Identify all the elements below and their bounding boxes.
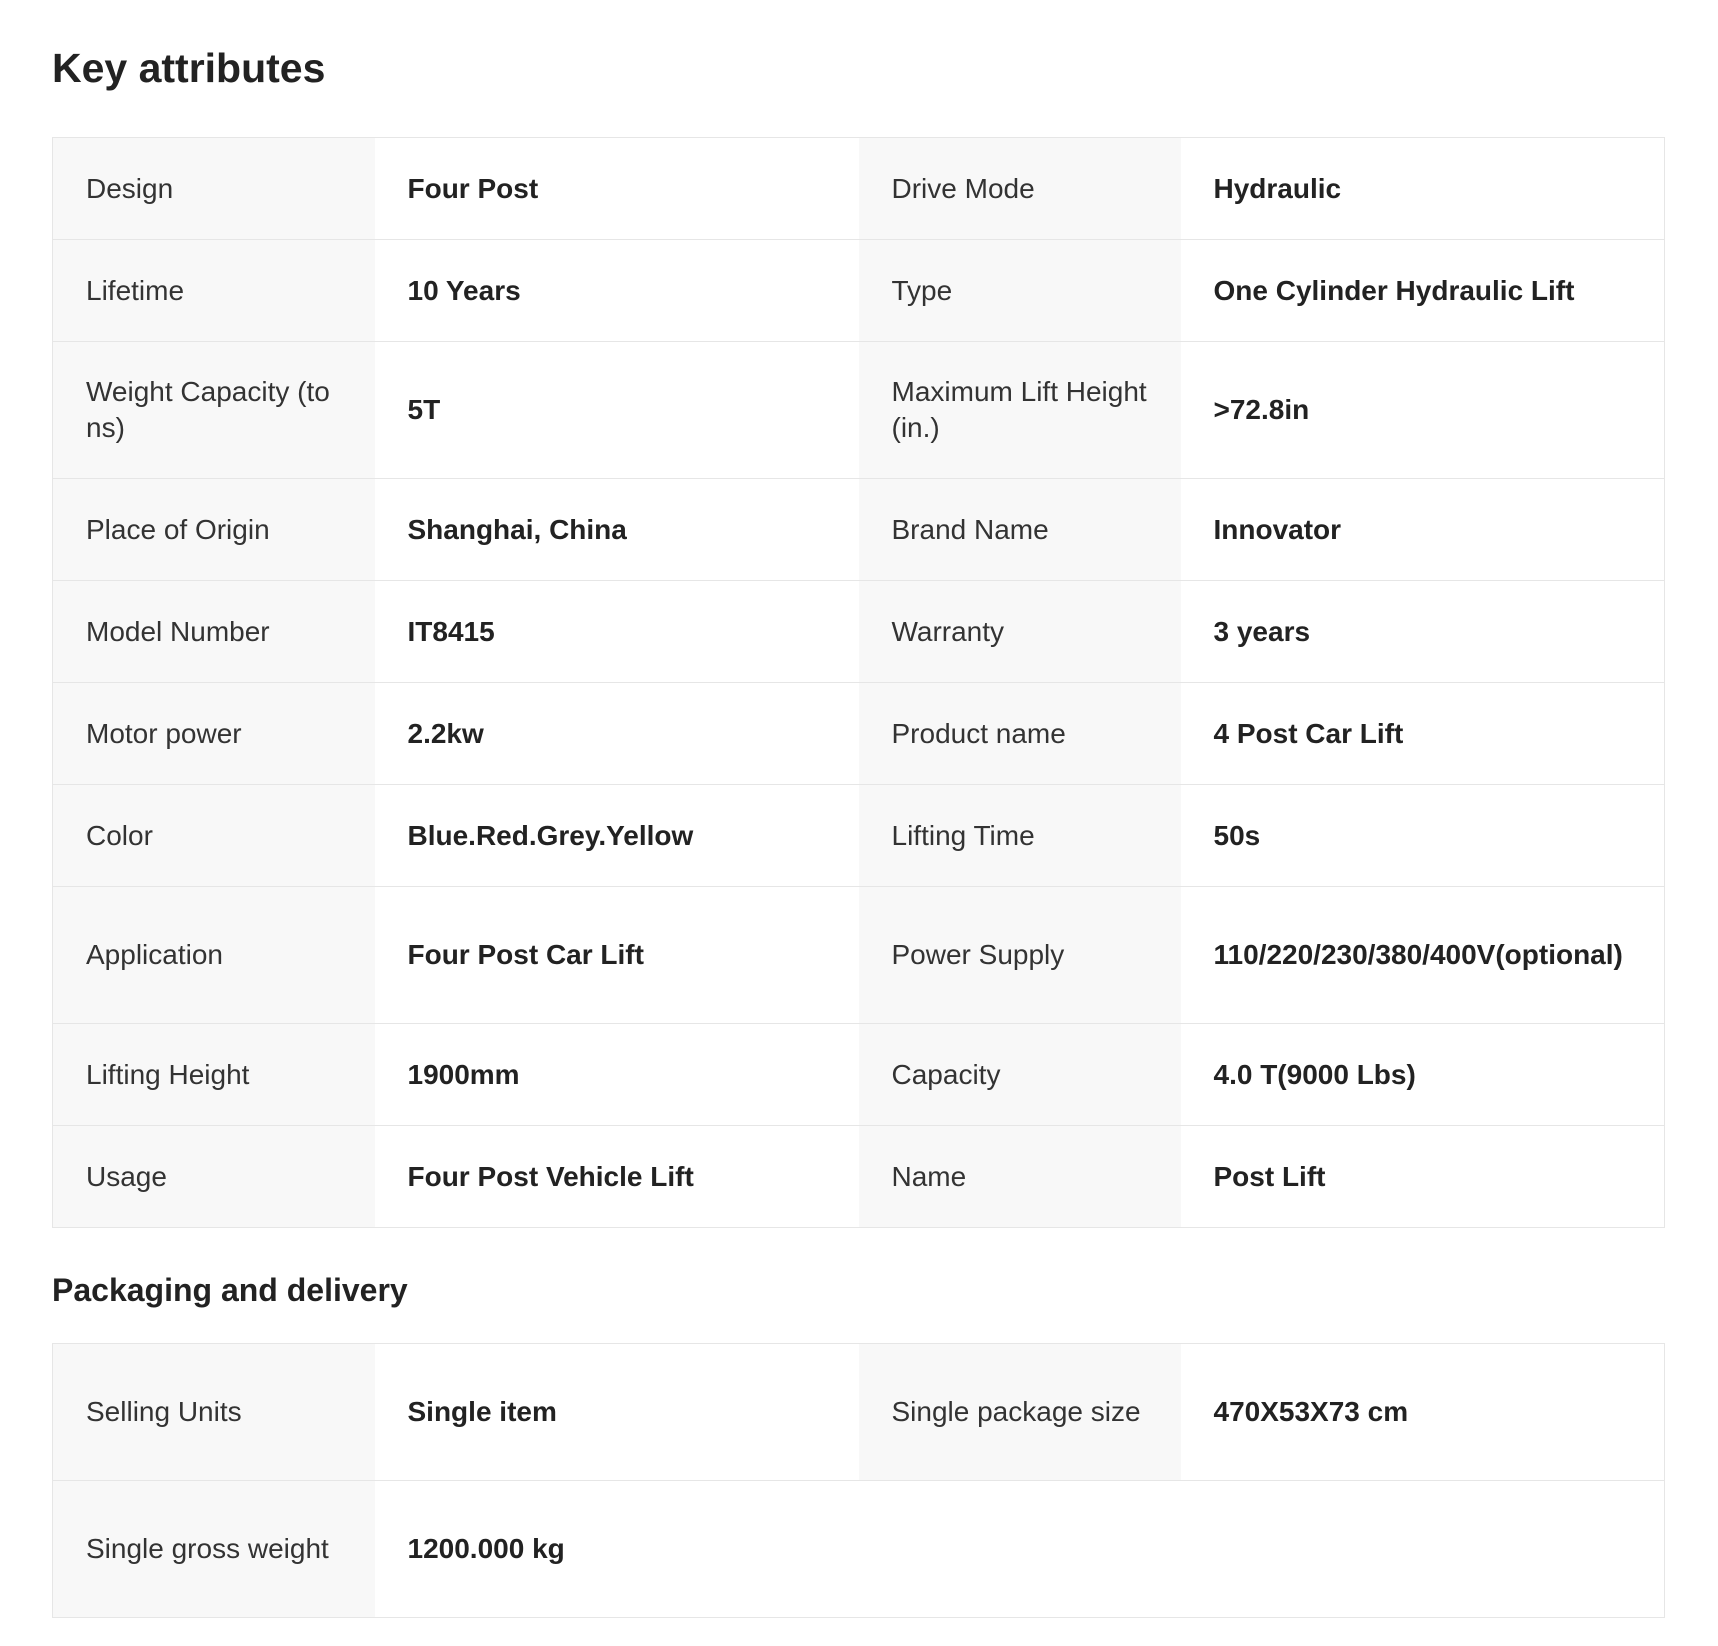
table-row <box>53 1024 1665 1126</box>
attribute-value: 3 years <box>1181 581 1665 683</box>
attribute-label: Drive Mode <box>859 138 1181 240</box>
attribute-label: Usage <box>53 1126 375 1228</box>
attribute-value: 1900mm <box>375 1024 859 1126</box>
attribute-label: Brand Name <box>859 479 1181 581</box>
attribute-label: Maximum Lift Height (in.) <box>859 342 1181 479</box>
attribute-label: Color <box>53 785 375 887</box>
attribute-value: One Cylinder Hydraulic Lift <box>1181 240 1665 342</box>
attribute-label: Single package size <box>859 1344 1181 1481</box>
table-row <box>53 138 1665 240</box>
table-row <box>53 581 1665 683</box>
table-row <box>53 887 1665 1024</box>
attribute-label: Single gross weight <box>53 1481 375 1618</box>
packaging-title: Packaging and delivery <box>52 1272 408 1308</box>
attribute-value: Hydraulic <box>1181 138 1665 240</box>
attribute-label: Type <box>859 240 1181 342</box>
attribute-value: 110/220/230/380/400V(optional) <box>1181 887 1665 1024</box>
table-row <box>53 683 1665 785</box>
attribute-value: 4.0 T(9000 Lbs) <box>1181 1024 1665 1126</box>
attribute-label: Place of Origin <box>53 479 375 581</box>
key-attributes-title: Key attributes <box>52 45 326 91</box>
attribute-label: Lifting Height <box>53 1024 375 1126</box>
attribute-label: Weight Capacity (tons) <box>53 342 375 479</box>
attribute-label: Application <box>53 887 375 1024</box>
table-row <box>53 1481 1665 1618</box>
attribute-label: Name <box>859 1126 1181 1228</box>
attribute-label: Design <box>53 138 375 240</box>
attribute-value: 5T <box>375 342 859 479</box>
attribute-label: Motor power <box>53 683 375 785</box>
attribute-value: Four Post Vehicle Lift <box>375 1126 859 1228</box>
table-row <box>53 1126 1665 1228</box>
attribute-value: Shanghai, China <box>375 479 859 581</box>
attribute-label: Lifetime <box>53 240 375 342</box>
table-row <box>53 342 1665 479</box>
attribute-value: Single item <box>375 1344 859 1481</box>
attribute-label: Capacity <box>859 1024 1181 1126</box>
attribute-label: Lifting Time <box>859 785 1181 887</box>
attribute-label: Power Supply <box>859 887 1181 1024</box>
table-row <box>53 479 1665 581</box>
attribute-value: 10 Years <box>375 240 859 342</box>
attribute-value: Four Post <box>375 138 859 240</box>
attribute-value: Blue.Red.Grey.Yellow <box>375 785 859 887</box>
attribute-value: 2.2kw <box>375 683 859 785</box>
attribute-value: >72.8in <box>1181 342 1665 479</box>
attribute-value: Innovator <box>1181 479 1665 581</box>
attribute-value: Post Lift <box>1181 1126 1665 1228</box>
table-row <box>53 1344 1665 1481</box>
table-row <box>53 785 1665 887</box>
attribute-value: 4 Post Car Lift <box>1181 683 1665 785</box>
empty-cell <box>859 1481 1665 1618</box>
attribute-label: Product name <box>859 683 1181 785</box>
packaging-table <box>52 1343 1665 1618</box>
attribute-value: Four Post Car Lift <box>375 887 859 1024</box>
attribute-value: IT8415 <box>375 581 859 683</box>
attribute-value: 1200.000 kg <box>375 1481 859 1618</box>
attribute-value: 50s <box>1181 785 1665 887</box>
attribute-label: Selling Units <box>53 1344 375 1481</box>
key-attributes-table <box>52 137 1665 1228</box>
table-row <box>53 240 1665 342</box>
attribute-label: Model Number <box>53 581 375 683</box>
attribute-value: 470X53X73 cm <box>1181 1344 1665 1481</box>
product-attributes-page <box>52 0 1664 1618</box>
attribute-label: Warranty <box>859 581 1181 683</box>
